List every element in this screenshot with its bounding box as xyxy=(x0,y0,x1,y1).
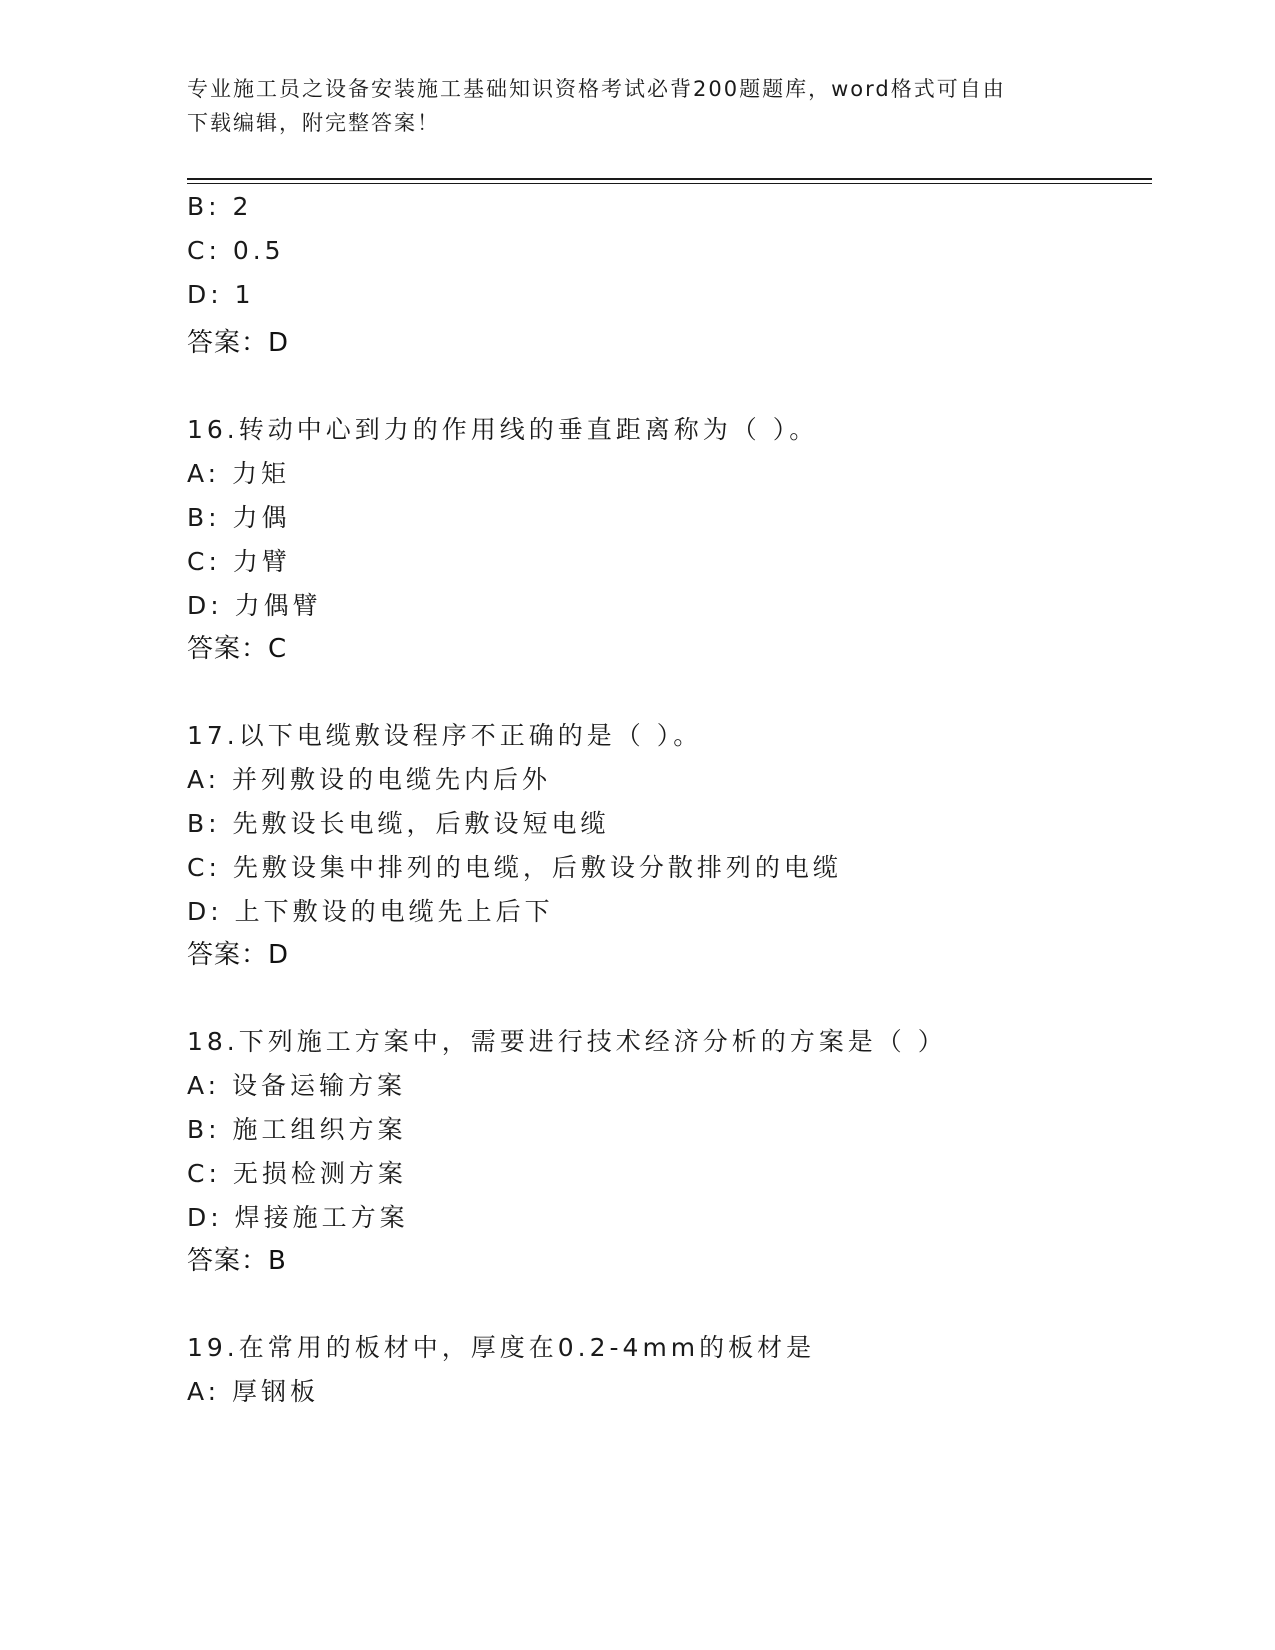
question-16-option-b: B: 力偶 xyxy=(187,503,291,532)
question-16-option-a: A: 力矩 xyxy=(187,459,291,488)
question-17-answer: 答案：D xyxy=(187,940,290,970)
header-rule-thin xyxy=(187,183,1152,184)
question-18-answer: 答案：B xyxy=(187,1246,287,1276)
question-18-option-c: C: 无损检测方案 xyxy=(187,1159,407,1188)
prev-option-d: D: 1 xyxy=(187,280,255,309)
question-17-option-b: B: 先敷设长电缆，后敷设短电缆 xyxy=(187,809,610,838)
prev-option-c: C: 0.5 xyxy=(187,236,285,265)
question-18-option-d: D: 焊接施工方案 xyxy=(187,1203,409,1232)
header-line-2: 下载编辑，附完整答案！ xyxy=(187,111,440,135)
question-17-stem: 17.以下电缆敷设程序不正确的是（ ）。 xyxy=(187,721,703,750)
question-17-option-c: C: 先敷设集中排列的电缆，后敷设分散排列的电缆 xyxy=(187,853,842,882)
question-17-option-a: A: 并列敷设的电缆先内后外 xyxy=(187,765,552,794)
prev-answer: 答案：D xyxy=(187,328,290,358)
document-header xyxy=(187,72,1067,140)
question-19-stem: 19.在常用的板材中，厚度在0.2-4mm的板材是 xyxy=(187,1333,816,1362)
header-rule-thick xyxy=(187,178,1152,180)
header-line-1: 专业施工员之设备安装施工基础知识资格考试必背200题题库，word格式可自由 xyxy=(187,77,1006,101)
prev-option-b: B: 2 xyxy=(187,192,253,221)
question-19-option-a: A: 厚钢板 xyxy=(187,1377,320,1406)
question-18-option-a: A: 设备运输方案 xyxy=(187,1071,407,1100)
question-16-answer: 答案：C xyxy=(187,634,288,664)
question-16-stem: 16.转动中心到力的作用线的垂直距离称为（ ）。 xyxy=(187,415,819,444)
question-16-option-c: C: 力臂 xyxy=(187,547,291,576)
question-16-option-d: D: 力偶臂 xyxy=(187,591,322,620)
question-18-stem: 18.下列施工方案中，需要进行技术经济分析的方案是（ ） xyxy=(187,1027,947,1056)
question-17-option-d: D: 上下敷设的电缆先上后下 xyxy=(187,897,554,926)
question-18-option-b: B: 施工组织方案 xyxy=(187,1115,407,1144)
